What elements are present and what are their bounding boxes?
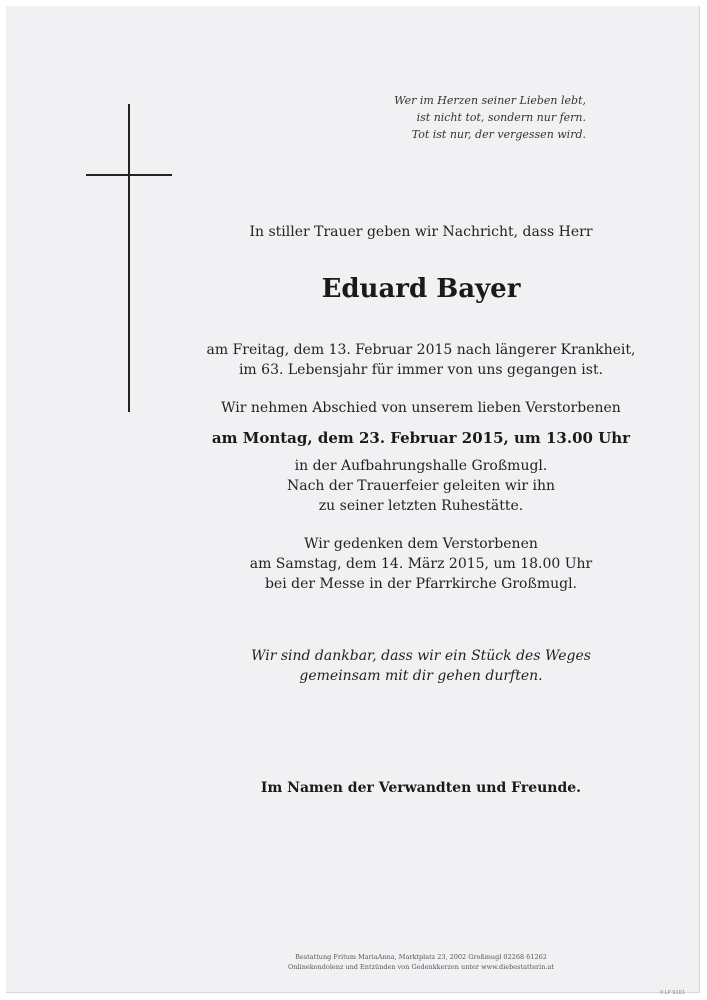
cross-vertical-bar (128, 104, 130, 412)
ceremony-line: zu seiner letzten Ruhestätte. (318, 498, 524, 514)
parte-sheet (6, 6, 700, 996)
footer-line: Onlinekondolenz und Entzünden von Gedenkkerzen unter www.diebestatterin.at (288, 963, 554, 971)
intro-line: In stiller Trauer geben wir Nachricht, dass Herr (249, 224, 593, 240)
footer-line: Bestattung Fritum MariaAnna, Marktplatz 23, 2002 Großmugl 02268 61262 (295, 953, 547, 961)
memorial-line: Wir gedenken dem Verstorbenen (304, 536, 538, 552)
memorial-mass (196, 534, 646, 594)
announcement-intro (196, 222, 646, 242)
death-line: am Freitag, dem 13. Februar 2015 nach längerer Krankheit, (206, 342, 636, 358)
ceremony-line: in der Aufbahrungshalle Großmugl. (294, 458, 548, 474)
gratitude-quote (196, 646, 646, 686)
death-line: im 63. Lebensjahr für immer von uns gegangen ist. (238, 362, 604, 378)
memorial-line: bei der Messe in der Pfarrkirche Großmugl. (264, 576, 578, 592)
quote-line: Tot ist nur, der vergessen wird. (411, 128, 586, 141)
funeral-home-footer (196, 952, 646, 972)
death-notice (196, 340, 646, 380)
gratitude-line: gemeinsam mit dir gehen durften. (299, 668, 543, 684)
deceased-name: Eduard Bayer (321, 274, 521, 304)
memorial-line: am Samstag, dem 14. März 2015, um 18.00 Uhr (249, 556, 593, 572)
ceremony-line: Nach der Trauerfeier geleiten wir ihn (286, 478, 556, 494)
template-code: 0 LP 9101 (660, 990, 685, 996)
family-signature: Im Namen der Verwandten und Freunde. (260, 780, 582, 796)
cross-horizontal-bar (86, 174, 172, 176)
farewell-line (196, 398, 646, 418)
quote-line: Wer im Herzen seiner Lieben lebt, (394, 94, 586, 107)
farewell-text: Wir nehmen Abschied von unserem lieben Verstorbenen (221, 400, 621, 416)
funeral-date: am Montag, dem 23. Februar 2015, um 13.00 Uhr (211, 429, 631, 447)
quote-line: ist nicht tot, sondern nur fern. (416, 111, 586, 124)
gratitude-line: Wir sind dankbar, dass wir ein Stück des Weges (251, 648, 591, 664)
epitaph-quote (376, 92, 586, 143)
ceremony-details (196, 456, 646, 516)
